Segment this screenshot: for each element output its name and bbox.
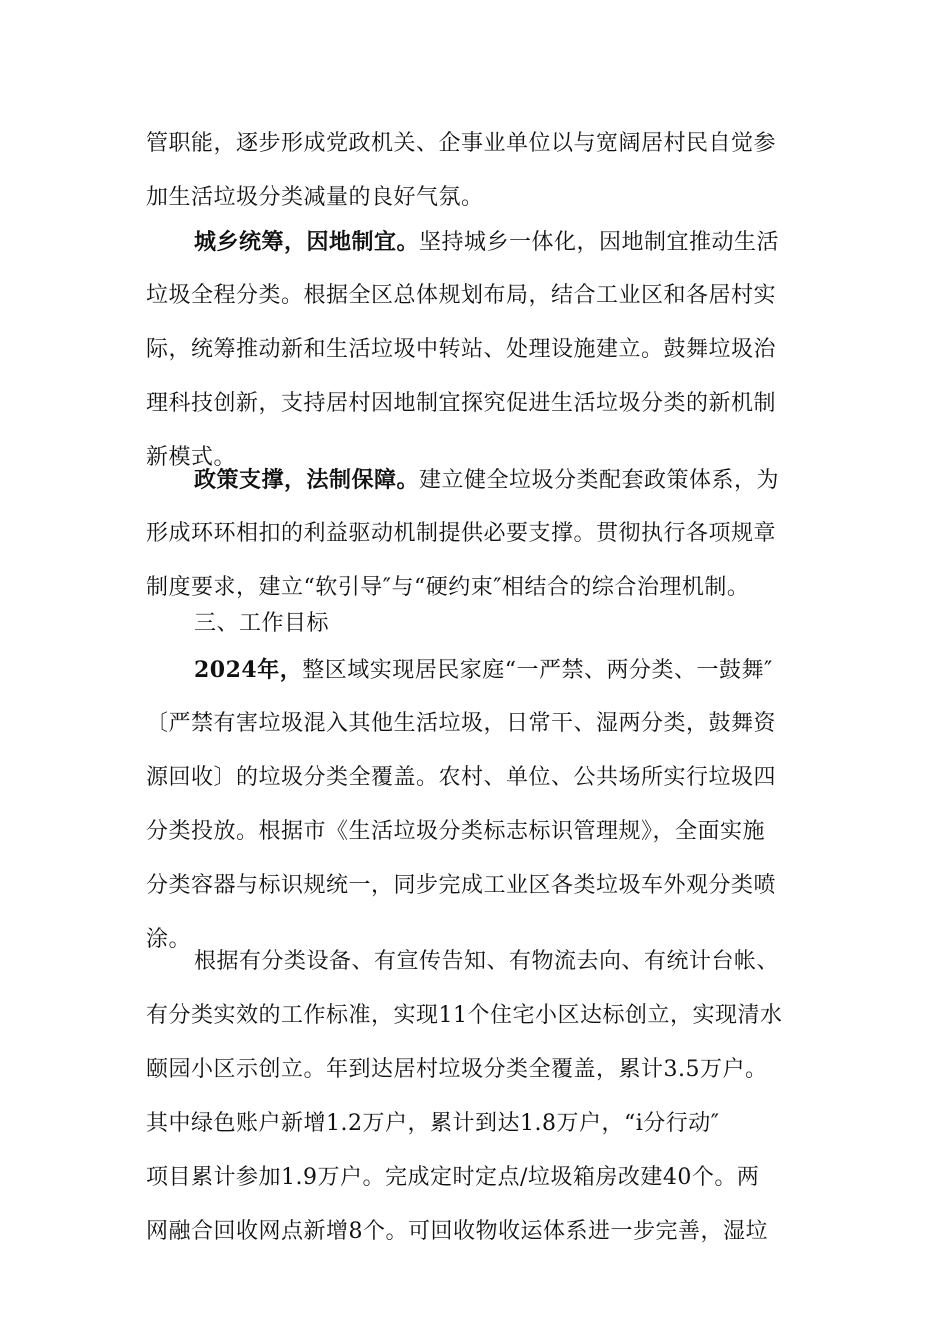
paragraph-first-line: 根据有分类设备、有宣传告知、有物流去向、有统计台帐、: [194, 949, 780, 974]
text-line: 其中绿色账户新增1.2万户，累计到达1.8万户，“i分行动″: [146, 1111, 720, 1136]
text-line: 分类投放。根据市《生活垃圾分类标志标识管理规》，全面实施: [146, 819, 766, 844]
paragraph-1: [146, 117, 826, 225]
text-line: 网融合回收网点新增8个。可回收物收运体系进一步完善，湿垃: [146, 1219, 768, 1244]
paragraph-4: [146, 643, 826, 967]
text-line: 制度要求，建立“软引导″与“硬约束″相结合的综合治理机制。: [146, 575, 750, 600]
paragraph-first-line-rest: 建立健全垃圾分类配套政策体系，为: [419, 468, 780, 493]
paragraph-2: [146, 215, 826, 485]
text-line: 理科技创新，支持居村因地制宜探究促进生活垃圾分类的新机制: [146, 391, 777, 416]
text-line: 新模式。: [146, 445, 237, 470]
paragraph-first-line: [146, 215, 826, 269]
paragraph-first-line: [146, 453, 826, 507]
text-line: 形成环环相扣的利益驱动机制提供必要支撑。贯彻执行各项规章: [146, 521, 777, 546]
text-line: 分类容器与标识规统一，同步完成工业区各类垃圾车外观分类喷: [146, 873, 777, 898]
text-line: 项目累计参加1.9万户。完成定时定点/垃圾箱房改建40个。两: [146, 1165, 760, 1190]
text-line: 源回收〕的垃圾分类全覆盖。农村、单位、公共场所实行垃圾四: [146, 765, 777, 790]
text-line: 涂。: [146, 927, 192, 952]
paragraph-lead-heading: 政策支撑，法制保障。: [194, 467, 420, 493]
paragraph-5: [146, 935, 826, 1259]
text-line: 〔严禁有害垃圾混入其他生活垃圾，日常干、湿两分类，鼓舞资: [146, 711, 777, 736]
paragraph-lead-heading: 城乡统筹，因地制宜。: [194, 229, 420, 255]
text-line: 垃圾全程分类。根据全区总体规划布局，结合工业区和各居村实: [146, 283, 777, 308]
paragraph-first-line: [146, 643, 826, 697]
paragraph-lead-heading: 2024年，: [194, 657, 303, 683]
text-line: 际，统筹推动新和生活垃圾中转站、处理设施建立。鼓舞垃圾治: [146, 337, 777, 362]
text-line: 加生活垃圾分类减量的良好气氛。: [146, 185, 484, 210]
text-line: 颐园小区示创立。年到达居村垃圾分类全覆盖，累计3.5万户。: [146, 1057, 768, 1082]
paragraph-first-line-rest: 坚持城乡一体化，因地制宜推动生活: [419, 230, 780, 255]
paragraph-first-line-rest: 整区域实现居民家庭“一严禁、两分类、一鼓舞″: [302, 658, 773, 683]
text-line: 有分类实效的工作标准，实现11个住宅小区达标创立，实现清水: [146, 1003, 783, 1028]
text-line: 管职能，逐步形成党政机关、企事业单位以与宽阔居村民自觉参: [146, 131, 777, 156]
paragraph-3: [146, 453, 826, 615]
section-heading-text: 三、工作目标: [194, 611, 330, 636]
